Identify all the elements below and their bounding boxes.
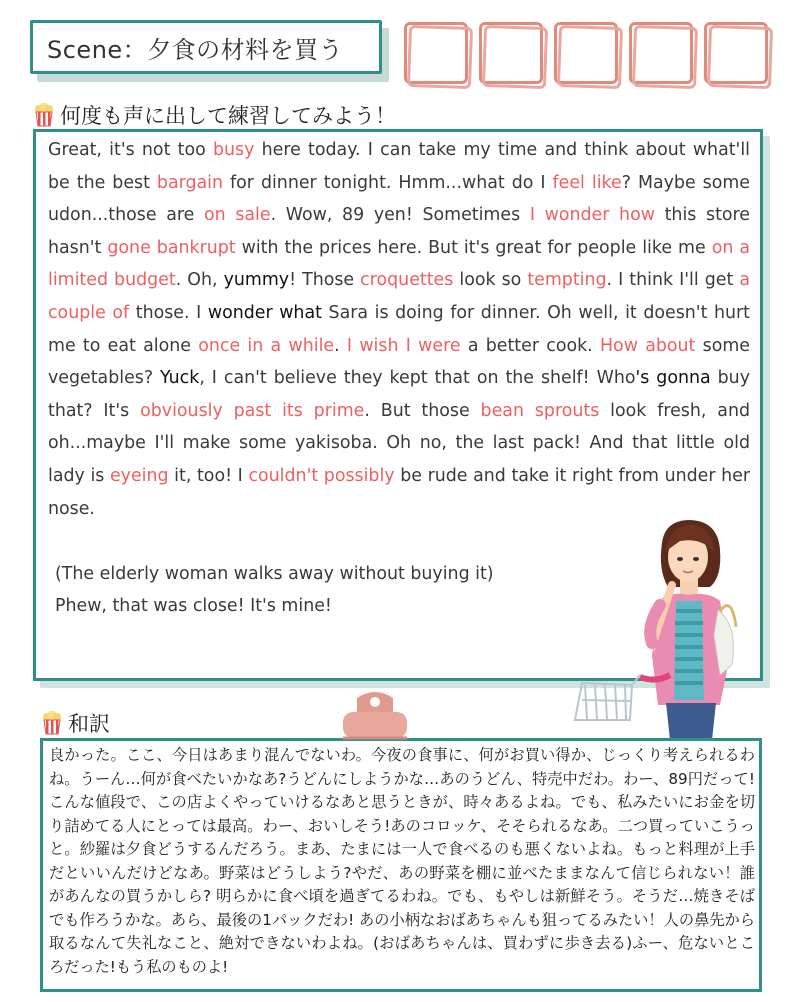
emphasized-phrase: wonder what	[207, 302, 322, 323]
passage-paragraph	[48, 134, 750, 525]
stamp-box-2	[479, 22, 543, 84]
text-segment: ! It's mine!	[237, 596, 332, 616]
highlighted-phrase: How about	[599, 335, 696, 356]
highlighted-phrase: I wonder how	[529, 205, 655, 226]
text-segment: be rude and take it right from under her nose.	[48, 465, 750, 519]
shopping-cart-icon	[575, 675, 640, 720]
stamp-box-3	[554, 22, 618, 84]
highlighted-phrase: on a limited budget	[48, 237, 751, 291]
practice-header-title: 何度も声に出して練習してみよう！	[60, 104, 396, 128]
highlighted-phrase: tempting	[527, 270, 607, 291]
stamp-box-4	[629, 22, 693, 84]
highlighted-phrase: obviously past its prime	[140, 400, 365, 421]
highlighted-phrase: busy	[212, 140, 255, 160]
translation-header-title: 和訳	[68, 712, 110, 736]
highlighted-phrase: once in a while	[198, 335, 335, 356]
highlighted-phrase: gone bankrupt	[107, 237, 236, 258]
translation-text: 良かった。ここ、今日はあまり混んでないわ。今夜の食事に、何がお買い得か、じっくり考えられるわね。うーん…何が食べたいかなあ?うどんにしようかな…あのうどん、特売中だわ。わー、89円だって! こんな値段で、この店よくやっていけるなあと思うときが、時々あるよね。でも、私みたいにお金を切り詰めてる人にとっては最高。わー、おいしそう!あのコロッケ、そそられるなあ。二つ買っていこうっと。紗羅は夕食どうするんだろう。まあ、たまには一人で食べるのも悪くないよね。もっと料理が上手だといいんだけどなあ。野菜はどうしよう?やだ、あの野菜を棚に並べたままなんて信じられない！誰があんなの買うかしら? 明らかに食べ頃を過ぎてるわね。でも、もやしは新鮮そう。そうだ…焼きそばでも作ろうかな。あら、最後の1パックだわ! あの小柄なおばあちゃんも狙ってるみたい！人の鼻先から取るなんて失礼なこと、絶対できないわよね。(おばあちゃんは、買わずに歩き去る)ふー、危ないところだった!もう私のものよ!	[49, 746, 755, 976]
text-segment: this store hasn't	[48, 205, 750, 258]
text-segment: a better cook.	[460, 335, 600, 356]
text-segment: look fresh, and oh...maybe I'll make some yakisoba. Oh no, the last pack! And that little old lady is	[48, 400, 751, 486]
scene-title-text: Scene：夕食の材料を買う	[47, 35, 344, 64]
text-segment: here today. I can take my time and think about what'll be the best	[48, 140, 750, 193]
highlighted-phrase: I wish I were	[346, 335, 461, 356]
highlighted-phrase: bean sprouts	[480, 400, 600, 421]
text-segment: Sara is doing for dinner. Oh well, it doesn't hurt me to eat alone	[48, 302, 750, 356]
highlighted-phrase: on sale	[204, 205, 271, 226]
highlighted-phrase: couldn't possibly	[248, 465, 395, 486]
text-segment: look so	[453, 270, 528, 291]
highlighted-phrase: a couple of	[48, 270, 750, 323]
text-segment: , I can't believe they kept that on the shelf! Who	[199, 368, 636, 389]
text-segment: some vegetables?	[48, 335, 751, 389]
text-segment: ? Maybe some udon...those are	[48, 172, 750, 226]
text-segment: it, too! I	[168, 465, 249, 486]
text-segment: Great, it's not too	[48, 140, 213, 160]
highlighted-phrase: croquettes	[360, 270, 454, 291]
popcorn-icon	[42, 711, 62, 735]
text-segment: . Wow, 89 yen! Sometimes	[270, 205, 530, 226]
text-segment: those. I	[129, 302, 208, 323]
text-segment: Phew, that was	[55, 596, 193, 616]
emphasized-phrase: Yuck	[160, 368, 200, 389]
passage-text	[48, 134, 750, 525]
text-segment: ! Those	[289, 270, 361, 291]
emphasized-phrase: 's gonna	[635, 368, 711, 389]
scene-title	[30, 20, 382, 74]
text-segment: . I think I'll get	[606, 270, 740, 291]
stamp-box-1	[404, 22, 468, 84]
highlighted-phrase: bargain	[156, 172, 224, 193]
passage-last-line	[55, 596, 332, 616]
text-segment: with the prices here. But it's great for people like me	[235, 237, 712, 258]
binder-clip-icon	[337, 690, 413, 748]
highlighted-phrase: feel like	[552, 172, 622, 193]
highlighted-phrase: close	[192, 596, 238, 616]
text-segment: .	[334, 335, 347, 356]
text-segment: . Oh,	[175, 270, 224, 291]
stamp-box-5	[704, 22, 768, 84]
shopper-woman-illustration	[570, 515, 745, 740]
highlighted-phrase: eyeing	[109, 465, 169, 486]
text-segment: . But those	[364, 400, 481, 421]
popcorn-icon	[34, 103, 54, 127]
text-segment: buy that? It's	[48, 368, 750, 421]
practice-header	[34, 100, 396, 130]
stage-direction: (The elderly woman walks away without buying it)	[55, 564, 494, 584]
text-segment: for dinner tonight. Hmm...what do I	[223, 172, 553, 193]
translation-header	[42, 708, 110, 738]
emphasized-phrase: yummy	[223, 270, 290, 291]
